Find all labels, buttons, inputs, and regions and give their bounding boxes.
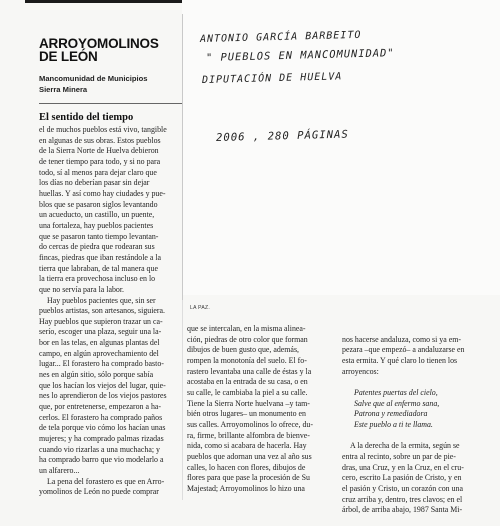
- body-column-3: [342, 324, 497, 526]
- paragraph: La pena del forastero es que en Arro- yomolinos de León no puede comprar: [39, 476, 165, 497]
- paragraph: el de muchos pueblos está vivo, tangible en algunas de sus obras. Estos pueblos de la Sierra Norte de Huelva debieron de tener tiempo para todo, y si no para todo, sí al menos para dejar claro que los días no deberían pasar sin dejar huellas. Y así como hay ciudades y pue- blos que se pasaron siglos levantando un acueducto, un castillo, un puente, una fortaleza, hay pueblos pacientes que se pasaron tanto tiempo levantan- do cercas de piedra que rodearan sus fincas, piedras que iban restándole a la tierra que labraban, de tal manera que la tierra era provechosa incluso en lo que no servía para la labor.: [39, 125, 167, 294]
- section-divider: [39, 103, 189, 104]
- note-border: [182, 14, 183, 304]
- paragraph: Hay pueblos pacientes que, sin ser pueblos artistas, son artesanos, siguiera. Hay pueblos que supieron trazar un ca- serío, escoger una plaza, seguir una la- bor en las telas, en algunas plantas del campo, en algún aprovechamiento del lugar... El forastero ha comprado basto- nes en algún sitio, sólo porque sabía que los hacían los viejos del lugar, quie- nes lo aprendieron de los viejos pastores que, por entretenerse, empezaron a ha- cerlos. El forastero ha comprado paños de tela porque vio cómo los hacían unas mujeres; y ha comprado palmas rizadas cuando vio rizarlas a una muchacha; y ha comprado barro que vio modelarlo a un alfarero...: [39, 295, 167, 475]
- paragraph: A la derecha de la ermita, según se entra al recinto, sobre un par de pie- dras, una Cruz, y en la Cruz, en el cru- cero, escrito La pasión de Cristo, y en el pasión y Cristo, un corazón con una cruz arriba y, dentro, tres clavos; en el árbol, de arriba abajo, 1987 Santa Mi-: [342, 441, 464, 515]
- photo-caption: LA PAZ.: [190, 305, 211, 311]
- left-column: [25, 0, 195, 500]
- top-rule: [25, 0, 195, 3]
- section-heading: El sentido del tiempo: [39, 112, 134, 123]
- body-column-2: que se intercalan, en la misma alinea- ción, piedras de otro color que forman dibujos de buen gusto que, además, rompen la monotonía del suelo. El fo- rastero levantaba una calle de éstas y la acostaba en la entrada de su casa, o en su calle, le cambiaba la piel a su calle. Tiene la Sierra Norte huelvana –y tam- bién otros lugares– un monumento en sus calles. Arroyomolinos lo ofrece, du- ra, firme, brillante alfombra de bienve- nida, como si acabara de hacerla. Hay pueblos que adornan una vez al año sus calles, lo hacen con flores, dibujos de flores para que pase la procesión de Su Majestad; Arroyomolinos lo hizo una: [187, 324, 314, 493]
- verses: Patentes puertas del cielo, Salve que al enfermo sana, Patrona y remediadora Este pueblo a ti te llama.: [354, 387, 440, 429]
- note-year-pages: 2006 , 280 PÁGINAS: [215, 128, 349, 144]
- note-publisher: DIPUTACIÓN DE HUELVA: [201, 71, 343, 86]
- page-subtitle: Mancomunidad de Municipios Sierra Minera: [39, 74, 148, 94]
- left-body-text: [39, 125, 199, 498]
- note-author: ANTONIO GARCÍA BARBEITO: [199, 29, 362, 45]
- page-title: ARROYOMOLINOS DE LEÓN: [39, 36, 159, 64]
- column-divider: [182, 300, 183, 500]
- handwritten-note: [182, 0, 500, 295]
- note-title: " PUEBLOS EN MANCOMUNIDAD": [205, 47, 395, 64]
- paragraph: nos hacerse andaluza, como si ya em- pezara –que empezó– a andaluzarse en esta ermita. Y qué claro lo tienen los arroyencos:: [342, 334, 465, 376]
